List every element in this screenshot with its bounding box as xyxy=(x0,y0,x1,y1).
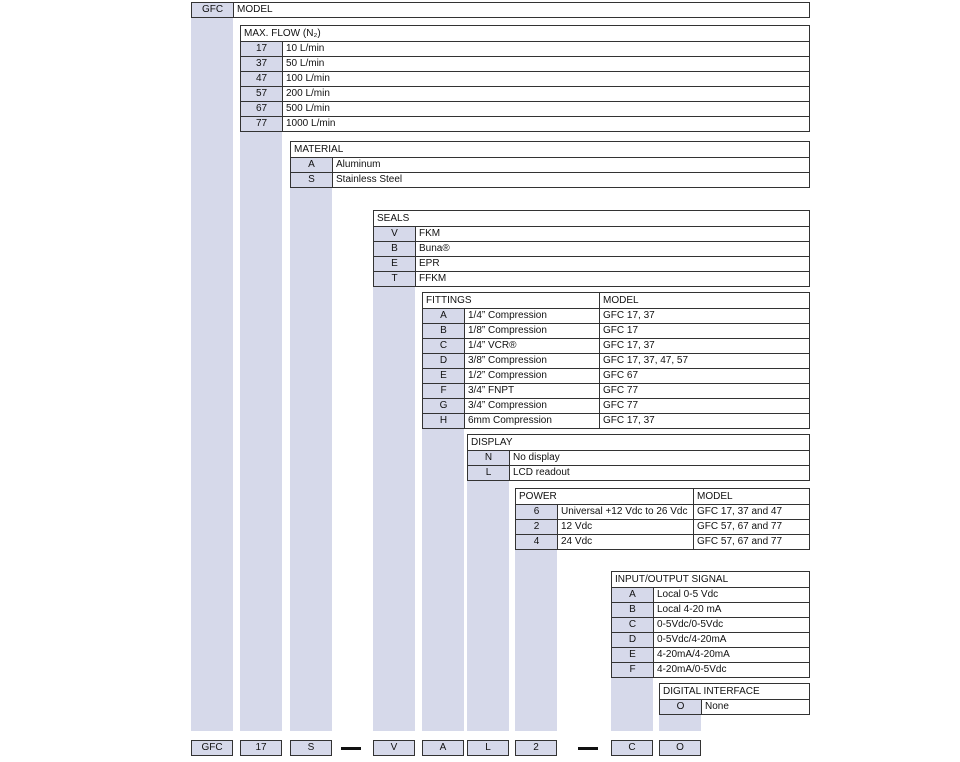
fittings-model-header: MODEL xyxy=(603,295,639,306)
power-header: POWER xyxy=(516,489,694,504)
material-table xyxy=(290,141,810,188)
part-number-digital-interface: O xyxy=(659,740,701,756)
table-row: A Aluminum xyxy=(291,158,809,173)
table-row: 47 100 L/min xyxy=(241,72,809,87)
column-display xyxy=(467,480,509,731)
part-number-seals: V xyxy=(373,740,415,756)
part-number-material: S xyxy=(290,740,332,756)
table-row: T FFKM xyxy=(374,272,809,286)
seals-header: SEALS xyxy=(377,213,410,224)
table-row: 4 24 Vdc GFC 57, 67 and 77 xyxy=(516,535,809,549)
display-table xyxy=(467,434,810,481)
table-row: D 3/8” Compression GFC 17, 37, 47, 57 xyxy=(423,354,809,369)
max-flow-header: MAX. FLOW (N₂) xyxy=(244,28,321,39)
table-row: A Local 0-5 Vdc xyxy=(612,588,809,603)
table-row: 57 200 L/min xyxy=(241,87,809,102)
table-row: A 1/4” Compression GFC 17, 37 xyxy=(423,309,809,324)
part-number-fittings: A xyxy=(422,740,464,756)
column-fittings xyxy=(422,426,464,731)
column-io-signal xyxy=(611,676,653,731)
part-number-power: 2 xyxy=(515,740,557,756)
io-signal-table xyxy=(611,571,810,678)
table-row: 2 12 Vdc GFC 57, 67 and 77 xyxy=(516,520,809,535)
display-header: DISPLAY xyxy=(471,437,513,448)
table-row: 67 500 L/min xyxy=(241,102,809,117)
table-row: E 4-20mA/4-20mA xyxy=(612,648,809,663)
table-row: 17 10 L/min xyxy=(241,42,809,57)
max-flow-table xyxy=(240,25,810,132)
model-table xyxy=(191,2,810,18)
table-row: D 0-5Vdc/4-20mA xyxy=(612,633,809,648)
table-row: C 0-5Vdc/0-5Vdc xyxy=(612,618,809,633)
column-material xyxy=(290,186,332,731)
table-row: B Local 4-20 mA xyxy=(612,603,809,618)
part-number-max-flow: 17 xyxy=(240,740,282,756)
table-row: F 3/4” FNPT GFC 77 xyxy=(423,384,809,399)
fittings-table xyxy=(422,292,810,429)
column-digital-interface xyxy=(659,713,701,731)
digital-interface-table xyxy=(659,683,810,715)
table-row: V FKM xyxy=(374,227,809,242)
table-row: B 1/8” Compression GFC 17 xyxy=(423,324,809,339)
table-row: E EPR xyxy=(374,257,809,272)
part-number-dash xyxy=(341,747,361,750)
table-row: B Buna® xyxy=(374,242,809,257)
digital-interface-header: DIGITAL INTERFACE xyxy=(663,686,760,697)
column-power xyxy=(515,548,557,731)
table-row: H 6mm Compression GFC 17, 37 xyxy=(423,414,809,428)
part-number-display: L xyxy=(467,740,509,756)
table-row: S Stainless Steel xyxy=(291,173,809,187)
fittings-header: FITTINGS xyxy=(423,293,600,308)
part-number-dash xyxy=(578,747,598,750)
table-row: E 1/2” Compression GFC 67 xyxy=(423,369,809,384)
power-table xyxy=(515,488,810,550)
table-row: 6 Universal +12 Vdc to 26 Vdc GFC 17, 37 and 47 xyxy=(516,505,809,520)
model-code: GFC xyxy=(192,3,234,17)
table-row: L LCD readout xyxy=(468,466,809,480)
table-row: N No display xyxy=(468,451,809,466)
table-row: G 3/4” Compression GFC 77 xyxy=(423,399,809,414)
table-row: 37 50 L/min xyxy=(241,57,809,72)
column-max-flow xyxy=(240,129,282,731)
column-model xyxy=(191,17,233,731)
seals-table xyxy=(373,210,810,287)
table-row: O None xyxy=(660,700,809,714)
io-signal-header: INPUT/OUTPUT SIGNAL xyxy=(615,574,729,585)
table-row: 77 1000 L/min xyxy=(241,117,809,131)
table-row: C 1/4” VCR® GFC 17, 37 xyxy=(423,339,809,354)
table-row: F 4-20mA/0-5Vdc xyxy=(612,663,809,677)
part-number-model: GFC xyxy=(191,740,233,756)
part-number-io-signal: C xyxy=(611,740,653,756)
power-model-header: MODEL xyxy=(697,491,733,502)
column-seals xyxy=(373,285,415,731)
material-header: MATERIAL xyxy=(294,144,344,155)
model-label: MODEL xyxy=(237,4,273,15)
